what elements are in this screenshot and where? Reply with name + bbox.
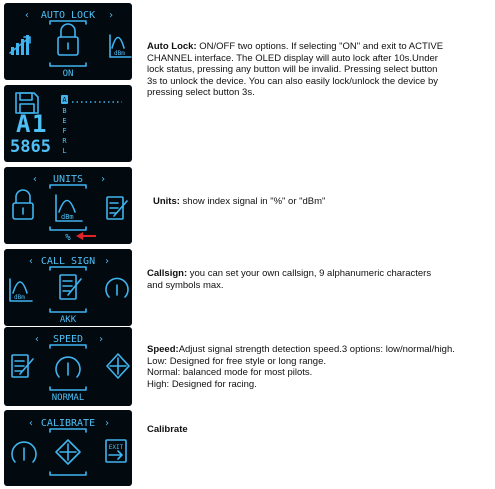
svg-text:›: › [100, 174, 107, 185]
svg-text:‹: ‹ [34, 334, 41, 345]
dbm-icon [56, 195, 82, 221]
speed-gauge-icon [56, 357, 80, 377]
channel-number: 1 [32, 110, 47, 138]
svg-text:B: B [62, 107, 67, 115]
autolock-state: ON [62, 69, 74, 79]
speed-line-normal: Normal: balanced mode for most pilots. [147, 367, 313, 379]
svg-text:›: › [98, 334, 105, 345]
callsign-description [147, 268, 432, 291]
channel-frequency: 5865 [10, 137, 51, 157]
calibrate-diamond-icon [56, 440, 80, 464]
svg-text:L: L [62, 147, 67, 155]
exit-icon [106, 440, 126, 462]
units-panel [4, 167, 132, 244]
autolock-title: AUTO LOCK [40, 10, 96, 21]
units-label: Units: [153, 196, 180, 207]
units-value: % [65, 233, 71, 243]
svg-text:EXIT: EXIT [108, 444, 124, 451]
speed-line-high: High: Designed for racing. [147, 378, 257, 390]
speed-line-low: Low: Designed for free style or long range. [147, 355, 327, 367]
speed-title: SPEED [52, 334, 84, 345]
channel-panel [4, 85, 132, 162]
speed-panel [4, 327, 132, 406]
edit-notepad-icon [60, 275, 81, 299]
calibrate-label: Calibrate [147, 424, 188, 435]
speed-label: Speed: [147, 344, 179, 355]
callsign-text: you can set your own callsign, 9 alphanumeric characters and symbols max. [147, 268, 432, 291]
edit-notepad-icon [107, 197, 127, 219]
speed-text: Adjust signal strength detection speed.3 options: low/normal/high. [178, 344, 455, 355]
autolock-description [147, 41, 447, 99]
speed-description [147, 344, 492, 390]
svg-text:F: F [62, 127, 67, 135]
callsign-label: Callsign: [147, 268, 188, 279]
callsign-value: AKK [59, 315, 77, 325]
svg-text:›: › [104, 418, 111, 429]
callsign-title: CALL SIGN [40, 256, 96, 267]
speed-gauge-icon [12, 442, 36, 462]
edit-notepad-icon [12, 355, 33, 377]
autolock-panel [4, 3, 132, 80]
dbm-icon [10, 279, 32, 301]
units-text: show index signal in "%" or "dBm" [179, 196, 326, 207]
dbm-icon [110, 35, 131, 57]
svg-text:‹: ‹ [24, 10, 31, 21]
svg-text:E: E [62, 117, 67, 125]
signal-bars-icon [10, 35, 30, 55]
svg-text:dBm: dBm [114, 50, 125, 57]
svg-text:A: A [62, 96, 67, 104]
calibrate-title: CALIBRATE [40, 418, 96, 429]
autolock-label: Auto Lock: [147, 41, 197, 52]
calibrate-diamond-icon [107, 354, 129, 378]
speed-gauge-icon [106, 278, 128, 297]
red-arrow-icon [76, 232, 96, 240]
callsign-panel [4, 249, 132, 326]
lock-icon [58, 24, 78, 55]
speed-value: NORMAL [51, 393, 85, 403]
calibrate-description [147, 424, 188, 436]
lock-icon [13, 190, 33, 219]
svg-text:‹: ‹ [28, 256, 35, 267]
svg-text:›: › [108, 10, 115, 21]
units-title: UNITS [52, 174, 84, 185]
autolock-text: ON/OFF two options. If selecting "ON" and exit to ACTIVE CHANNEL interface. The OLED display will auto lock after 10s.Under lock status, pressing any button will be invalid. Pressing select button 3s to unlock the device. You can also easily lock/unlock the device by pressing select button 3s. [147, 41, 444, 99]
svg-text:‹: ‹ [32, 174, 39, 185]
svg-text:R: R [62, 137, 67, 145]
svg-text:›: › [104, 256, 111, 267]
units-description [153, 196, 453, 208]
svg-text:dBm: dBm [14, 294, 25, 301]
channel-band: A [16, 110, 31, 138]
calibrate-panel [4, 410, 132, 486]
svg-text:‹: ‹ [28, 418, 35, 429]
svg-text:dBm: dBm [61, 213, 74, 221]
